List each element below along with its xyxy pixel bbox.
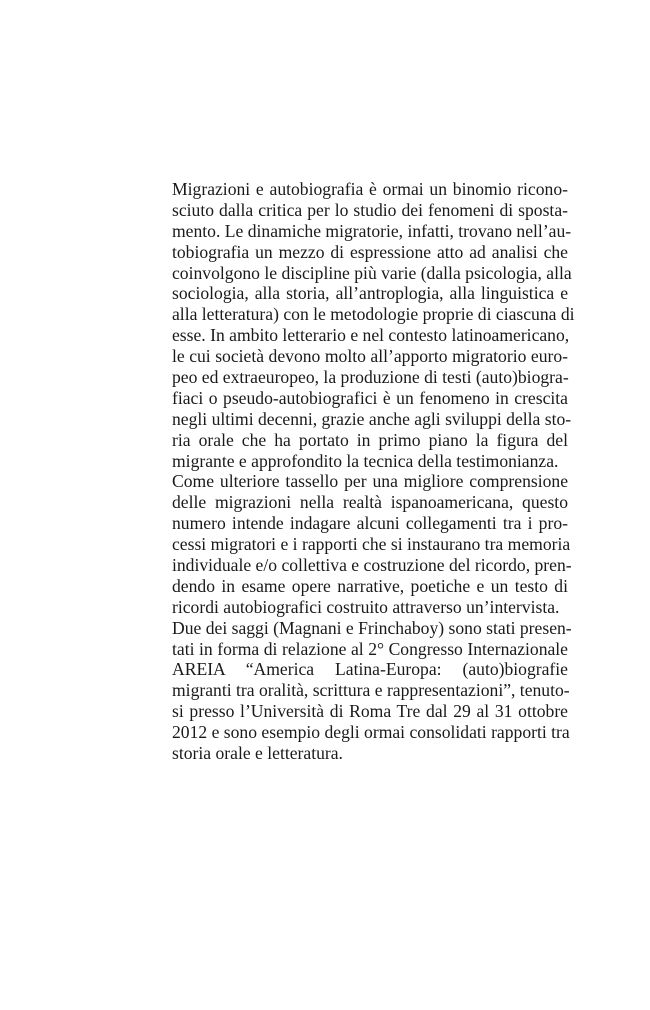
text-line: sociologia, alla storia, all’antroplogia, alla linguistica e [172, 283, 568, 304]
text-line: storia orale e letteratura. [172, 743, 343, 764]
text-line: coinvolgono le discipline più varie (dalla psicologia, alla [172, 262, 572, 283]
text-line: mento. Le dinamiche migratorie, infatti, trovano nell’au- [172, 220, 572, 241]
body-text [172, 179, 575, 764]
text-line: ricordi autobiografici costruito attraverso un’intervista. [172, 596, 560, 617]
text-line: peo ed extraeuropeo, la produzione di testi (auto)biogra- [172, 367, 569, 388]
paragraph-2 [172, 471, 572, 617]
text-line: esse. In ambito letterario e nel contesto latinoamericano, [172, 325, 570, 346]
text-line: negli ultimi decenni, grazie anche agli sviluppi della sto- [172, 408, 572, 429]
text-line: AREIA “America Latina-Europa: (auto)biografie [172, 659, 568, 680]
text-line: Come ulteriore tassello per una migliore comprensione [172, 471, 568, 492]
text-line: migrante e approfondito la tecnica della testimonianza. [172, 450, 559, 471]
text-line: migranti tra oralità, scrittura e rappresentazioni”, tenuto- [172, 680, 570, 701]
text-line: Migrazioni e autobiografia è ormai un binomio ricono- [172, 179, 568, 199]
text-line: cessi migratori e i rapporti che si instaurano tra memoria [172, 534, 571, 555]
text-line: le cui società devono molto all’apporto migratorio euro- [172, 346, 568, 367]
text-line: Due dei saggi (Magnani e Frinchaboy) sono stati presen- [172, 617, 572, 638]
text-line: sciuto dalla critica per lo studio dei fenomeni di sposta- [172, 199, 568, 220]
text-line: ria orale che ha portato in primo piano la figura del [172, 429, 568, 450]
text-line: si presso l’Università di Roma Tre dal 29 al 31 ottobre [172, 701, 568, 722]
paragraph-1 [172, 179, 575, 471]
text-line: fiaci o pseudo-autobiografici è un fenomeno in crescita [172, 387, 568, 408]
text-line: numero intende indagare alcuni collegamenti tra i pro- [172, 513, 568, 534]
paragraph-3 [172, 617, 572, 764]
text-line: delle migrazioni nella realtà ispanoamericana, questo [172, 492, 568, 513]
text-line: tobiografia un mezzo di espressione atto ad analisi che [172, 241, 568, 262]
text-line: dendo in esame opere narrative, poetiche e un testo di [172, 575, 568, 596]
text-line: alla letteratura) con le metodologie proprie di ciascuna di [172, 304, 575, 325]
text-line: individuale e/o collettiva e costruzione del ricordo, pren- [172, 555, 572, 576]
text-line: tati in forma di relazione al 2° Congresso Internazionale [172, 638, 568, 659]
text-line: 2012 e sono esempio degli ormai consolidati rapporti tra [172, 722, 570, 743]
